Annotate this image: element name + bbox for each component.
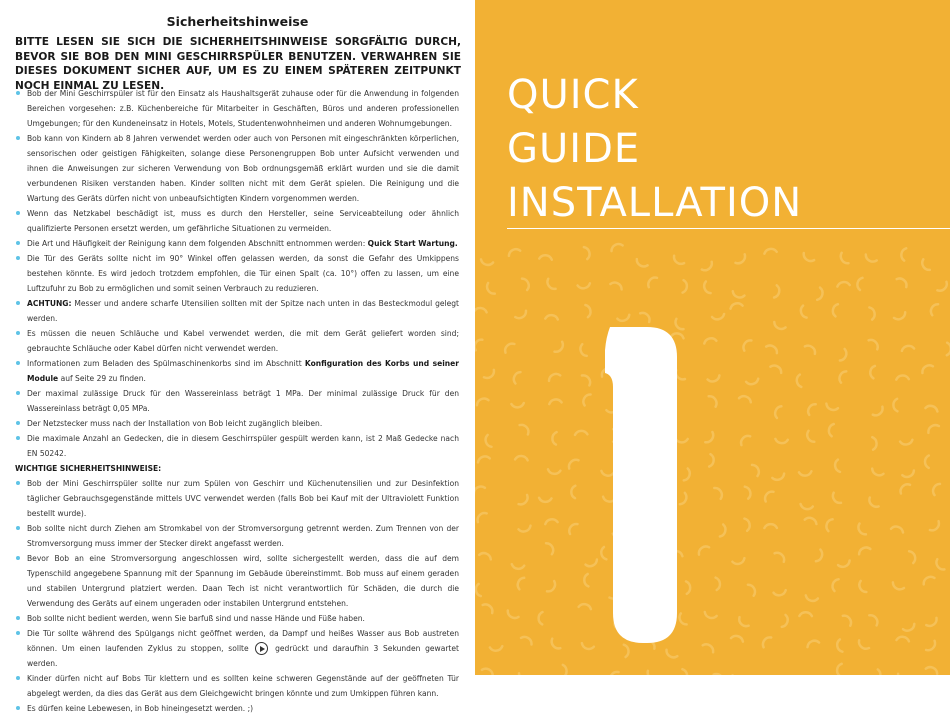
pattern-arc (909, 551, 915, 563)
pattern-arc (547, 279, 555, 289)
pattern-arc (548, 469, 560, 474)
pattern-arc (930, 521, 939, 530)
pattern-arc (511, 403, 523, 407)
pattern-arc (546, 543, 553, 554)
cover-title-line-3: INSTALLATION (507, 180, 803, 226)
pattern-arc (584, 574, 588, 586)
pattern-arc (486, 435, 492, 447)
safety-item-text: Der Netzstecker muss nach der Installation von Bob leicht zugänglich bleiben. (27, 419, 323, 428)
intro-warning: BITTE LESEN SIE SICH DIE SICHERHEITSHINWEISE SORGFÄLTIG DURCH, BEVOR SIE BOB DEN MINI GESCHIRRSPÜLER BENUTZEN. VERWAHREN SIE DIESES DOKUMENT SICHER AUF, UM ES ZU EINEM SPÄTEREN ZEITPUNKT NOCH EINMAL ZU LESEN. (15, 36, 461, 92)
safety-page (0, 0, 475, 713)
pattern-arc (481, 259, 493, 264)
safety-item (15, 416, 459, 431)
pattern-arc (569, 460, 579, 469)
pattern-arc (545, 519, 557, 524)
safety-item-emphasis: Quick Start Wartung. (367, 239, 458, 248)
pattern-arc (774, 590, 786, 595)
pattern-arc (928, 425, 939, 433)
pattern-arc (893, 399, 897, 412)
pattern-arc (482, 669, 493, 675)
safety-item (15, 356, 459, 386)
pattern-arc (859, 581, 866, 592)
pattern-arc (894, 312, 905, 319)
pattern-arc (922, 259, 930, 270)
cover-title (507, 68, 802, 230)
pattern-arc (708, 375, 720, 381)
pattern-arc (774, 285, 779, 297)
pattern-arc (509, 249, 520, 256)
pattern-arc (732, 558, 744, 564)
pattern-arc (893, 582, 904, 589)
pattern-arc (799, 612, 812, 616)
pattern-arc (733, 291, 745, 297)
safety-item (15, 326, 459, 356)
pattern-arc (933, 484, 940, 495)
pattern-arc (563, 665, 567, 675)
safety-item (15, 521, 459, 551)
pattern-arc (505, 344, 514, 353)
pattern-arc (835, 460, 840, 472)
pattern-arc (475, 487, 485, 494)
safety-item-emphasis: Konfiguration des Korbs und seiner Module (27, 359, 459, 383)
safety-item-text: Die Art und Häufigkeit der Reinigung kann dem folgenden Abschnitt entnommen werden: (27, 239, 368, 248)
pattern-arc (774, 322, 785, 329)
safety-item-text: Bevor Bob an eine Stromversorgung angeschlossen wird, sollte sichergestellt werden, dass die auf dem Typenschild angegebene Spannung mit der Spannung im Gebäude übereinstimmt. Bob muss auf einem geraden und stabilen Untergrund platziert werden. Daan Tech ist nicht verantwortlich für Schäden, die durch die Verwendung des Geräts auf einem ungeraden oder instabilen Untergrund entstehen. (27, 554, 459, 608)
pattern-arc (569, 524, 577, 534)
pattern-arc (702, 262, 712, 270)
cover-title-line-2: GUIDE (507, 126, 641, 172)
pattern-arc (521, 637, 532, 645)
safety-item (15, 431, 459, 461)
pattern-arc (922, 365, 933, 373)
pattern-arc (782, 615, 788, 627)
pattern-arc (840, 349, 846, 361)
pattern-arc (807, 431, 814, 442)
pattern-arc (797, 375, 802, 387)
pattern-arc (579, 604, 591, 609)
pattern-arc (519, 526, 531, 532)
pattern-arc (716, 578, 720, 590)
pattern-arc (674, 256, 684, 264)
pattern-arc (925, 456, 929, 468)
pattern-arc (624, 645, 629, 657)
pattern-arc (744, 519, 749, 531)
pattern-arc (683, 280, 687, 292)
pattern-arc (617, 315, 629, 321)
pattern-arc (522, 279, 529, 291)
pattern-arc (808, 641, 820, 647)
pattern-arc (896, 375, 909, 379)
pattern-arc (611, 244, 622, 251)
pattern-arc (901, 484, 910, 493)
safety-item-text: Informationen zum Beladen des Spülmaschinenkorbs sind im Abschnitt (27, 359, 305, 368)
safety-item-emphasis: ACHTUNG: (27, 299, 72, 308)
page-title: Sicherheitshinweise (166, 14, 309, 29)
safety-list (15, 86, 459, 716)
pattern-arc (838, 561, 850, 567)
pattern-arc (936, 559, 944, 569)
pattern-arc (872, 469, 883, 476)
safety-item (15, 671, 459, 701)
safety-item (15, 236, 459, 251)
pattern-arc (764, 524, 777, 528)
pattern-arc (859, 640, 869, 648)
safety-item-text: Es müssen die neuen Schläuche und Kabel verwendet werden, die mit dem Gerät geliefert worden sind; gebrauchte Schläuche oder Kabel dürfen nicht verwendet werden. (27, 329, 459, 353)
pattern-arc (484, 370, 494, 378)
pattern-arc (925, 406, 937, 412)
pattern-arc (926, 618, 936, 626)
pattern-arc (637, 259, 648, 266)
pattern-arc (833, 579, 839, 591)
pattern-arc (770, 366, 781, 373)
title-divider (507, 228, 950, 229)
pattern-arc (745, 487, 751, 499)
safety-item-text: Kinder dürfen nicht auf Bobs Tür klettern und es sollten keine schweren Gegenstände auf der geöffneten Tür abgelegt werden, da dies das Gerät aus dem Gleichgewicht bringen könnte und zum Umkippen führen kann. (27, 674, 459, 698)
pattern-arc (610, 283, 621, 290)
pattern-arc (801, 504, 813, 509)
pattern-arc (829, 424, 834, 436)
pattern-arc (840, 371, 847, 382)
pattern-arc (515, 456, 528, 460)
pattern-arc (731, 636, 743, 642)
pattern-arc (549, 399, 561, 404)
safety-item-text: Bob der Mini Geschirrspüler ist für den Einsatz als Haushaltsgerät zuhause oder für die Anwendung in folgenden Bereichen vorgesehen: z.B. Küchenbereiche für Mitarbeiter in Geschäften, Büros und anderen professionellen Umgebungen; für den Kundeneinsatz in Hotels, Motels, Studentenwohnheimen und anderen Wohnumgebungen. (27, 89, 459, 128)
pattern-arc (897, 637, 909, 641)
pattern-arc (743, 340, 751, 350)
pattern-arc (752, 465, 759, 476)
pattern-arc (931, 304, 938, 315)
safety-item-text: Die Tür sollte während des Spülgangs nicht geöffnet werden, da Dampf und heißes Wasser aus Bob austreten können. Um einen laufenden Zyklus zu stoppen, sollte (27, 629, 459, 653)
pattern-arc (487, 283, 495, 294)
pattern-arc (766, 346, 777, 354)
safety-item (15, 296, 459, 326)
pattern-arc (704, 338, 716, 343)
safety-item-text-after: auf Seite 29 zu finden. (58, 374, 146, 383)
chapter-number (605, 325, 685, 645)
pattern-arc (539, 498, 551, 502)
cover-page (475, 0, 950, 675)
pattern-arc (900, 440, 912, 445)
pattern-arc (712, 314, 724, 319)
pattern-arc (866, 255, 877, 262)
pattern-arc (870, 366, 875, 378)
safety-item-text: Bob sollte nicht bedient werden, wenn Sie barfuß sind und nasse Hände und Füße haben. (27, 614, 365, 623)
pattern-arc (926, 641, 935, 650)
safety-item-text: Bob sollte nicht durch Ziehen am Stromkabel von der Stromversorgung getrennt werden. Zum Trennen von der Stromversorgung muss immer der Stecker direkt angefasst werden. (27, 524, 459, 548)
safety-item-text: Es dürfen keine Lebewesen, in Bob hineingesetzt werden. ;) (27, 704, 254, 713)
cover-title-line-1: QUICK (507, 72, 639, 118)
safety-item (15, 701, 459, 716)
pattern-arc (475, 308, 487, 312)
pattern-arc (746, 379, 758, 384)
pattern-arc (775, 406, 781, 418)
pattern-arc (582, 643, 594, 649)
pattern-arc (763, 637, 771, 647)
pattern-arc (869, 340, 878, 349)
pattern-arc (586, 560, 597, 567)
pattern-arc (739, 396, 751, 402)
pattern-arc (817, 288, 822, 300)
pattern-arc (901, 248, 906, 260)
pattern-arc (801, 306, 807, 318)
pattern-arc (518, 578, 524, 590)
pattern-arc (520, 425, 529, 435)
pattern-arc (515, 311, 526, 318)
pattern-arc (902, 471, 914, 477)
safety-item-text-after: gedrückt und daraufhin 3 Sekunden gewartet werden. (27, 644, 459, 668)
important-heading: WICHTIGE SICHERHEITSHINWEISE: (15, 464, 162, 473)
pattern-arc (859, 548, 870, 555)
safety-item (15, 131, 459, 206)
pattern-arc (924, 577, 935, 585)
pattern-arc (873, 407, 883, 416)
pattern-arc (837, 664, 842, 675)
pattern-arc (714, 488, 722, 499)
pattern-arc (478, 513, 487, 522)
pattern-arc (545, 315, 558, 319)
pattern-arc (833, 493, 841, 503)
pattern-arc (841, 253, 849, 263)
pattern-arc (837, 282, 849, 287)
safety-item (15, 551, 459, 611)
pattern-arc (775, 553, 784, 562)
pattern-arc (578, 283, 590, 288)
pattern-arc (575, 431, 587, 435)
pattern-arc (826, 519, 832, 531)
pattern-arc (476, 584, 481, 596)
pattern-arc (585, 305, 590, 317)
pattern-arc (705, 612, 717, 618)
pattern-arc (764, 249, 776, 254)
pattern-arc (869, 615, 877, 625)
pattern-arc (731, 303, 743, 308)
pattern-arc (869, 307, 874, 319)
pattern-arc (514, 372, 521, 383)
pattern-arc (772, 474, 784, 480)
pattern-arc (805, 518, 817, 524)
pattern-arc (703, 644, 713, 652)
pattern-arc (926, 667, 937, 674)
pattern-arc (736, 254, 745, 263)
safety-item-text: Bob kann von Kindern ab 8 Jahren verwendet werden oder auch von Personen mit eingeschränkten körperlichen, sensorischen oder geistigen Fähigkeiten, solange diese Personengruppen Bob unter Aufsicht verwenden und ihnen die Anweisungen zur sicheren Verwendung von Bob ordnungsgemäß erklärt wurden und sie die damit verbundenen Risiken verstanden haben. Kinder sollten nicht mit dem Gerät spielen. Die Reinigung und die Wartung des Geräts dürfen nicht von unbeaufsichtigten Kindern vorgenommen werden. (27, 134, 459, 203)
pattern-arc (869, 498, 878, 507)
safety-item-text: Wenn das Netzkabel beschädigt ist, muss es durch den Hersteller, seine Serviceabteilung oder ähnlich qualifizierte Personen ersetzt werden, um gefährliche Situationen zu vermeiden. (27, 209, 459, 233)
play-circle-icon (255, 642, 268, 655)
safety-item (15, 206, 459, 236)
pattern-arc (833, 304, 838, 316)
pattern-arc (903, 624, 914, 631)
pattern-arc (490, 646, 502, 650)
safety-item (15, 251, 459, 296)
safety-item-text: Der maximal zulässige Druck für den Wassereinlass beträgt 1 MPa. Der minimal zulässige Druck für den Wassereinlass beträgt 0,05 MPa. (27, 389, 459, 413)
pattern-arc (552, 432, 556, 445)
pattern-arc (765, 492, 773, 502)
pattern-arc (816, 550, 822, 562)
safety-item-text: Bob der Mini Geschirrspüler sollte nur zum Spülen von Geschirr und Küchenutensilien und zur Desinfektion täglicher Gebrauchsgegenstände mittels UVC verwendet werden (falls Bob bei Kauf mit der Ultraviolett Funktion bestellt wurde). (27, 479, 459, 518)
pattern-arc (705, 432, 713, 442)
pattern-arc (519, 495, 528, 504)
pattern-arc (857, 278, 862, 290)
pattern-arc (709, 396, 717, 406)
pattern-arc (640, 313, 649, 322)
pattern-arc (858, 524, 865, 535)
pattern-arc (477, 399, 489, 406)
pattern-arc (483, 604, 493, 613)
safety-item (15, 476, 459, 521)
pattern-arc (837, 639, 842, 651)
pattern-arc (555, 342, 563, 352)
pattern-arc (682, 669, 687, 675)
safety-item (15, 86, 459, 131)
pattern-arc (512, 564, 524, 569)
pattern-arc (475, 340, 482, 351)
pattern-arc (891, 527, 903, 533)
pattern-arc (748, 585, 755, 596)
pattern-arc (704, 282, 710, 294)
pattern-arc (843, 616, 851, 626)
pattern-arc (872, 437, 876, 450)
pattern-arc (539, 612, 543, 624)
pattern-arc (699, 547, 709, 555)
pattern-arc (539, 255, 552, 259)
safety-item-text: Die maximale Anzahl an Gedecken, die in diesem Geschirrspüler gespült werden kann, ist 2 Maß Gedecke nach EN 50242. (27, 434, 459, 458)
pattern-arc (897, 279, 907, 288)
safety-item-text: Die Tür des Geräts sollte nicht im 90° Winkel offen gelassen werden, da sonst die Gefahr des Umkippens bestehen könnte. Es wird jedoch trotzdem empfohlen, die Tür einen Spalt (ca. 10°) offen zu lassen, um eine Luftzufuhr zu Bob zu ermöglichen und somit seinen Verbrauch zu reduzieren. (27, 254, 459, 293)
pattern-arc (741, 436, 750, 445)
pattern-arc (808, 404, 816, 415)
pattern-arc (552, 639, 561, 649)
pattern-arc (804, 253, 814, 261)
safety-item (15, 386, 459, 416)
pattern-arc (584, 247, 590, 259)
pattern-arc (720, 525, 726, 537)
pattern-arc (799, 471, 811, 475)
pattern-arc (826, 404, 838, 410)
pattern-arc (739, 617, 748, 626)
safety-item (15, 611, 459, 626)
pattern-arc (648, 671, 658, 675)
pattern-arc (648, 278, 657, 288)
pattern-arc (805, 346, 815, 354)
pattern-arc (478, 456, 490, 462)
pattern-arc (806, 595, 818, 600)
pattern-arc (902, 346, 914, 351)
pattern-arc (508, 611, 519, 618)
safety-item (15, 626, 459, 671)
pattern-arc (686, 581, 690, 593)
pattern-arc (479, 553, 491, 559)
pattern-arc (580, 344, 586, 356)
pattern-arc (775, 439, 787, 443)
safety-item-text: Messer und andere scharfe Utensilien sollten mit der Spitze nach unten in das Besteckmodul gelegt werden. (27, 299, 459, 323)
pattern-arc (583, 394, 590, 405)
pattern-arc (709, 454, 713, 466)
pattern-arc (571, 486, 575, 499)
pattern-arc (937, 282, 946, 291)
pattern-arc (549, 374, 560, 381)
pattern-arc (666, 650, 677, 658)
pattern-arc (875, 669, 880, 675)
pattern-arc (582, 375, 590, 385)
pattern-arc (547, 581, 555, 591)
